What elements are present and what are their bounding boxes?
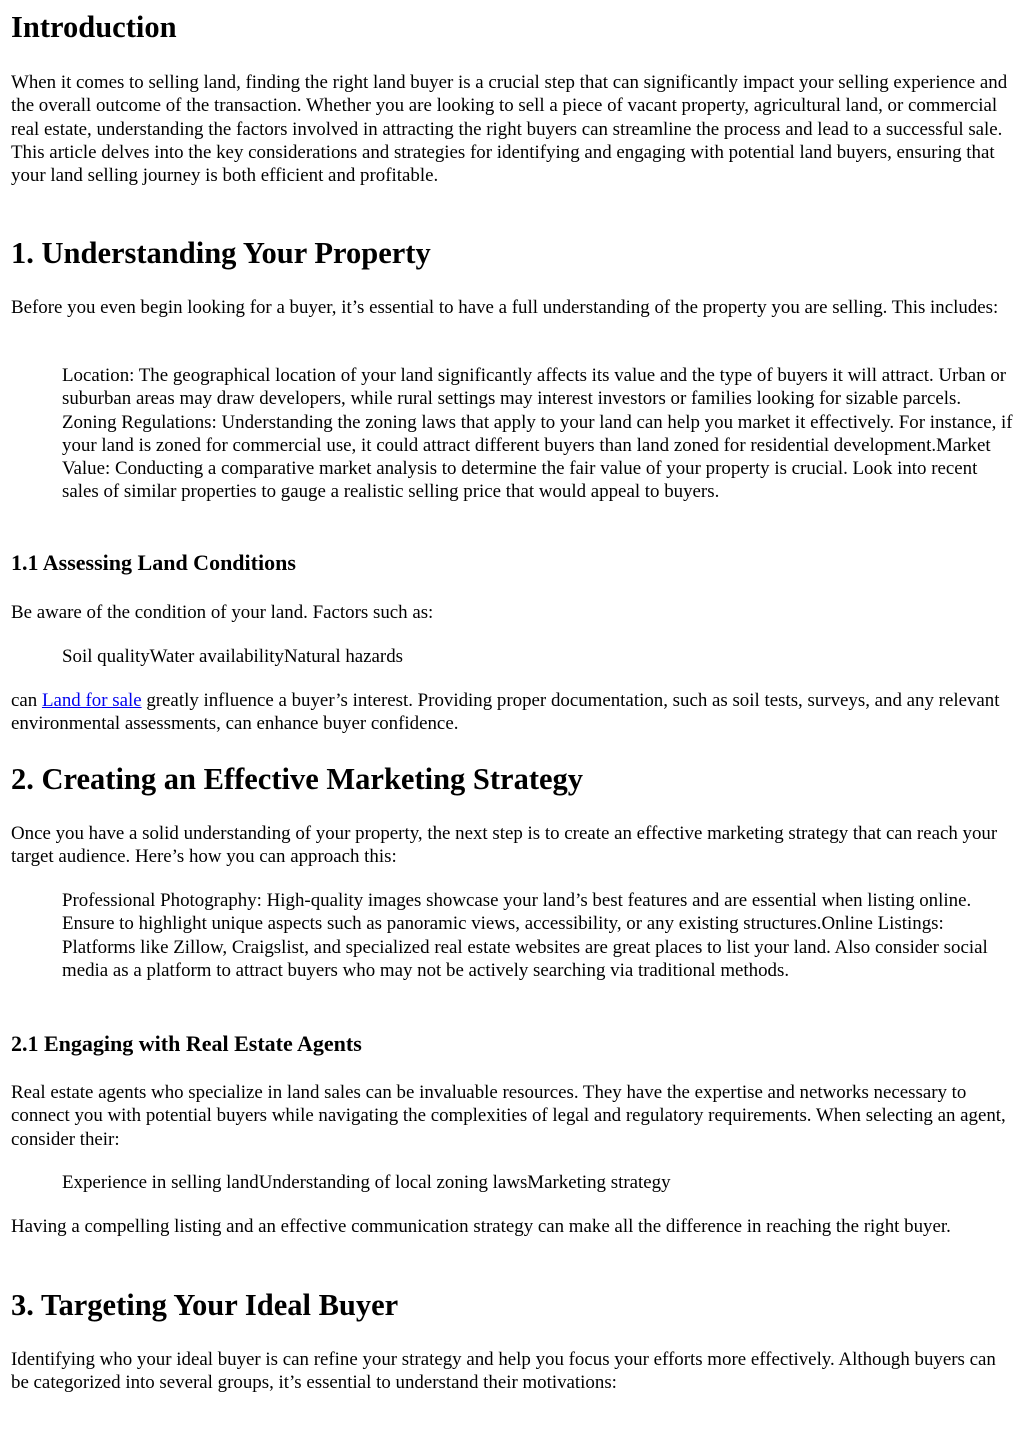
- section1-1-blockquote: Soil qualityWater availabilityNatural hazards: [62, 646, 404, 667]
- section1-blockquote: Location: The geographical location of your land significantly affects its value and the type of buyers it will attract. Urban or suburban areas may draw developers, while rural settings may interest investors or families looking for sizable parcels. Zoning Regulations: Understanding the zoning laws that apply to your land can help you market it effectively. For instance, if your land is zoned for commercial use, it could attract different buyers than land zoned for residential development.Market Value: Conducting a comparative market analysis to determine the fair value of your property is crucial. Look into recent sales of similar properties to gauge a realistic selling price that would appeal to buyers.: [62, 365, 1013, 503]
- land-for-sale-link[interactable]: Land for sale: [41, 690, 142, 711]
- section2-paragraph: Once you have a solid understanding of your property, the next step is to create an effective marketing strategy that can reach your target audience. Here’s how you can approach this:: [11, 823, 998, 868]
- section2-blockquote: Professional Photography: High-quality images showcase your land’s best features and are essential when listing online. Ensure to highlight unique aspects such as panoramic views, accessibility, or any existing structures.Online Listings: Platforms like Zillow, Craigslist, and specialized real estate websites are great places to list your land. Also consider social media as a platform to attract buyers who may not be actively searching via traditional methods.: [62, 890, 988, 981]
- section2-1-after-paragraph: Having a compelling listing and an effective communication strategy can make all the difference in reaching the right buyer.: [11, 1216, 951, 1237]
- section1-1-paragraph: Be aware of the condition of your land. Factors such as:: [11, 602, 434, 623]
- intro-paragraph: When it comes to selling land, finding the right land buyer is a crucial step that can significantly impact your selling experience and the overall outcome of the transaction. Whether you are looking to sell a piece of vacant property, agricultural land, or commercial real estate, understanding the factors involved in attracting the right buyers can streamline the process and lead to a successful sale. This article delves into the key considerations and strategies for identifying and engaging with potential land buyers, ensuring that your land selling journey is both efficient and profitable.: [11, 72, 1008, 187]
- after-prefix-text: can: [11, 690, 42, 711]
- section2-1-heading: 2.1 Engaging with Real Estate Agents: [11, 1031, 362, 1056]
- section1-paragraph: Before you even begin looking for a buyer, it’s essential to have a full understanding of the property you are selling. This includes:: [11, 297, 999, 318]
- intro-heading: Introduction: [11, 10, 177, 44]
- after-suffix-text: greatly influence a buyer’s interest. Providing proper documentation, such as soil tests, surveys, and any relevant environmental assessments, can enhance buyer confidence.: [11, 690, 1000, 735]
- section1-1-after-paragraph: [11, 689, 1016, 736]
- section2-heading: 2. Creating an Effective Marketing Strategy: [11, 762, 584, 796]
- section1-heading: 1. Understanding Your Property: [11, 236, 431, 270]
- section3-paragraph: Identifying who your ideal buyer is can refine your strategy and help you focus your efforts more effectively. Although buyers can be categorized into several groups, it’s essential to understand their motivations:: [11, 1349, 996, 1394]
- section2-1-paragraph: Real estate agents who specialize in land sales can be invaluable resources. They have the expertise and networks necessary to connect you with potential buyers while navigating the complexities of legal and regulatory requirements. When selecting an agent, consider their:: [11, 1082, 1006, 1150]
- section2-1-blockquote: Experience in selling landUnderstanding of local zoning lawsMarketing strategy: [62, 1172, 671, 1193]
- section1-1-heading: 1.1 Assessing Land Conditions: [11, 550, 296, 575]
- section3-heading: 3. Targeting Your Ideal Buyer: [11, 1288, 399, 1322]
